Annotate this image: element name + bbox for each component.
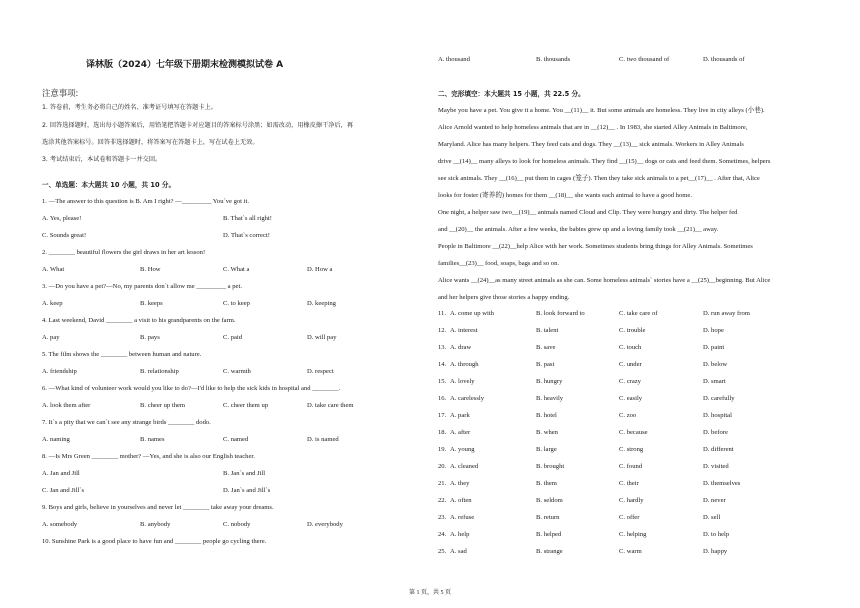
passage-line: families__(23)__ food, soaps, bags and so on. (438, 260, 560, 267)
option: A. refuse (450, 514, 475, 521)
passage-line: and her helpers give those stories a happy ending. (438, 294, 570, 301)
option: D. happy (703, 548, 728, 555)
cloze-number: 19. (438, 446, 447, 453)
option: A. carelessly (450, 395, 485, 402)
cloze-number: 24. (438, 531, 447, 538)
option: B. pays (140, 334, 160, 341)
option: C. paid (223, 334, 243, 341)
option: B. strange (536, 548, 563, 555)
option: C. because (619, 429, 648, 436)
option: A. look them after (42, 402, 91, 409)
page-footer: 第 1 页，共 5 页 (408, 590, 451, 596)
option: D. to help (703, 531, 730, 538)
cloze-number: 25. (438, 548, 447, 555)
question-stem: 5. The film shows the ________ between human and nature. (42, 351, 202, 358)
cloze-number: 23. (438, 514, 447, 521)
passage-line: One night, a helper saw two__(19)__ animals named Cloud and Clip. They were hungry and dirty. The helper fed (438, 209, 738, 216)
option: C. under (619, 361, 642, 368)
option: A. interest (450, 327, 478, 334)
option: B. talent (536, 327, 559, 334)
passage-line: Alice Arnold wanted to help homeless animals that are in __(12)__ . In 1983, she started Alley Animals in Baltimore, (438, 124, 748, 131)
option: D. different (703, 446, 734, 453)
notice-item: 1. 答卷前，考生务必将自己的姓名、准考证号填写在答题卡上。 (42, 104, 217, 111)
passage-line: Maryland. Alice has many helpers. They feed cats and dogs. They __(13)__ sick animals. Workers in Alley Animals (438, 141, 744, 148)
notice-item: 2. 回答选择题时，选出每小题答案后，用铅笔把答题卡对应题目的答案标号涂黑；如需改动，用橡皮擦干净后，再 (42, 122, 354, 129)
option: A. they (450, 480, 470, 487)
option: C. two thousand of (619, 56, 670, 63)
option: A. keep (42, 300, 63, 307)
notice-item: 3. 考试结束后，本试卷和答题卡一并交回。 (42, 156, 162, 163)
option: B. That`s all right! (223, 215, 272, 222)
option: B. How (140, 266, 161, 273)
passage-line: Maybe you have a pet. You give it a home. You __(11)__ it. But some animals are homeless. They live in city alleys (小巷). (438, 107, 765, 114)
option: A. after (450, 429, 471, 436)
option: B. names (140, 436, 165, 443)
option: B. them (536, 480, 557, 487)
cloze-number: 13. (438, 344, 447, 351)
option: D. thousands of (703, 56, 745, 63)
option: A. through (450, 361, 479, 368)
option: C. nobody (223, 521, 251, 528)
option: C. hardly (619, 497, 644, 504)
option: A. somebody (42, 521, 78, 528)
cloze-number: 17. (438, 412, 447, 419)
option: C. take care of (619, 310, 658, 317)
notice-item: 选涂其他答案标号。回答非选择题时，将答案写在答题卡上，写在试卷上无效。 (42, 139, 259, 146)
option: D. respect (307, 368, 334, 375)
option: C. strong (619, 446, 644, 453)
option: A. thousand (438, 56, 470, 63)
option: B. cheer up them (140, 402, 186, 409)
option: D. never (703, 497, 726, 504)
option: C. What a (223, 266, 250, 273)
option: D. How a (307, 266, 333, 273)
option: D. take care them (307, 402, 354, 409)
option: B. keeps (140, 300, 163, 307)
option: A. come up with (450, 310, 494, 317)
question-stem: 6. —What kind of volunteer work would you like to do?—I'd like to help the sick kids in hospital and ________. (42, 385, 341, 392)
option: C. crazy (619, 378, 641, 385)
option: D. smart (703, 378, 726, 385)
option: D. hospital (703, 412, 732, 419)
cloze-number: 15. (438, 378, 447, 385)
option: C. Sounds great! (42, 232, 87, 239)
section-heading-single-choice: 一、单选题：本大题共 10 小题，共 10 分。 (42, 181, 176, 189)
option: C. warm (619, 548, 642, 555)
option: D. run away from (703, 310, 750, 317)
option: B. hungry (536, 378, 563, 385)
option: A. Jan and Jill (42, 470, 80, 477)
cloze-number: 11. (438, 310, 446, 317)
cloze-number: 22. (438, 497, 447, 504)
option: C. Jan and Jill`s (42, 487, 85, 494)
option: B. large (536, 446, 557, 453)
option: A. What (42, 266, 65, 273)
option: D. is named (307, 436, 339, 443)
cloze-number: 18. (438, 429, 447, 436)
passage-line: and __(20)__ the animals. After a few weeks, the babies grew up and a loving family took __(21)__ away. (438, 226, 719, 233)
option: D. themselves (703, 480, 741, 487)
option: D. hope (703, 327, 724, 334)
option: C. cheer them up (223, 402, 269, 409)
option: B. brought (536, 463, 565, 470)
option: A. pay (42, 334, 60, 341)
option: B. return (536, 514, 560, 521)
option: A. cleaned (450, 463, 479, 470)
passage-line: People in Baltimore __(22)__help Alice with her work. Sometimes students bring things for Alley Animals. Sometimes (438, 243, 753, 250)
cloze-number: 16. (438, 395, 447, 402)
question-stem: 4. Last weekend, David ________ a visit to his grandparents on the farm. (42, 317, 236, 324)
option: D. below (703, 361, 728, 368)
option: A. draw (450, 344, 472, 351)
cloze-number: 14. (438, 361, 447, 368)
option: B. heavily (536, 395, 564, 402)
option: D. keeping (307, 300, 336, 307)
option: D. visited (703, 463, 729, 470)
option: C. easily (619, 395, 643, 402)
option: C. their (619, 480, 639, 487)
question-stem: 8. —Is Mrs Green ________ mother? —Yes, and she is also our English teacher. (42, 453, 255, 460)
option: D. Jan`s and Jill`s (223, 487, 271, 494)
question-stem: 10. Sunshine Park is a good place to have fun and ________ people go cycling there. (42, 538, 267, 545)
option: A. often (450, 497, 472, 504)
option: B. look forward to (536, 310, 585, 317)
option: D. sell (703, 514, 721, 521)
option: B. Jan`s and Jill (223, 470, 266, 477)
exam-title: 译林版（2024）七年级下册期末检测模拟试卷 A (86, 60, 284, 70)
option: A. young (450, 446, 475, 453)
passage-line: Alice wants __(24)__as many street animals as she can. Some homeless animals` stories have a __(25)__beginning. But Alice (438, 277, 771, 284)
option: C. offer (619, 514, 640, 521)
question-stem: 2. ________ beautiful flowers the girl draws in her art lesson! (42, 249, 206, 256)
option: C. touch (619, 344, 642, 351)
option: D. That`s correct! (223, 232, 270, 239)
option: D. carefully (703, 395, 735, 402)
passage-line: looks for foster (寄养的) homes for them __(18)__ she wants each animal to have a good home. (438, 192, 692, 199)
option: B. anybody (140, 521, 171, 528)
option: D. paint (703, 344, 725, 351)
question-stem: 1. —The answer to this question is B. Am I right? —_________ You`ve got it. (42, 198, 249, 205)
cloze-number: 21. (438, 480, 447, 487)
option: C. helping (619, 531, 647, 538)
option: B. seldom (536, 497, 563, 504)
option: A. help (450, 531, 470, 538)
option: D. before (703, 429, 728, 436)
section-heading-cloze: 二、完形填空：本大题共 15 小题，共 22.5 分。 (438, 90, 585, 98)
option: D. will pay (307, 334, 337, 341)
passage-line: see sick animals. They __(16)__ put them in cages (笼子). Then they take sick animals to a pet__(17)__ . After that, Alice (438, 175, 760, 182)
option: A. Yes, please! (42, 215, 82, 222)
option: D. everybody (307, 521, 343, 528)
option: C. zoo (619, 412, 637, 419)
option: B. relationship (140, 368, 179, 375)
passage-line: drive __(14)__ many alleys to look for homeless animals. They find __(15)__ dogs or cats and feed them. Sometimes, helpers (438, 158, 771, 165)
option: C. trouble (619, 327, 646, 334)
option: C. to keep (223, 300, 250, 307)
option: B. thousands (536, 56, 571, 63)
option: B. hotel (536, 412, 557, 419)
notice-heading: 注意事项: (42, 88, 79, 98)
option: C. named (223, 436, 249, 443)
option: B. helped (536, 531, 562, 538)
option: A. lovely (450, 378, 475, 385)
option: C. warmth (223, 368, 251, 375)
option: A. park (450, 412, 470, 419)
option: B. past (536, 361, 555, 368)
option: A. sad (450, 548, 467, 555)
cloze-number: 20. (438, 463, 447, 470)
option: B. when (536, 429, 558, 436)
question-stem: 9. Boys and girls, believe in yourselves and never let ________ take away your dreams. (42, 504, 274, 511)
option: C. found (619, 463, 643, 470)
cloze-number: 12. (438, 327, 447, 334)
option: A. friendship (42, 368, 77, 375)
question-stem: 3. —Do you have a pet?—No, my parents don`t allow me _________ a pet. (42, 283, 242, 290)
option: B. save (536, 344, 556, 351)
question-stem: 7. It`s a pity that we can`t see any strange birds ________ dodo. (42, 419, 211, 426)
option: A. naming (42, 436, 70, 443)
